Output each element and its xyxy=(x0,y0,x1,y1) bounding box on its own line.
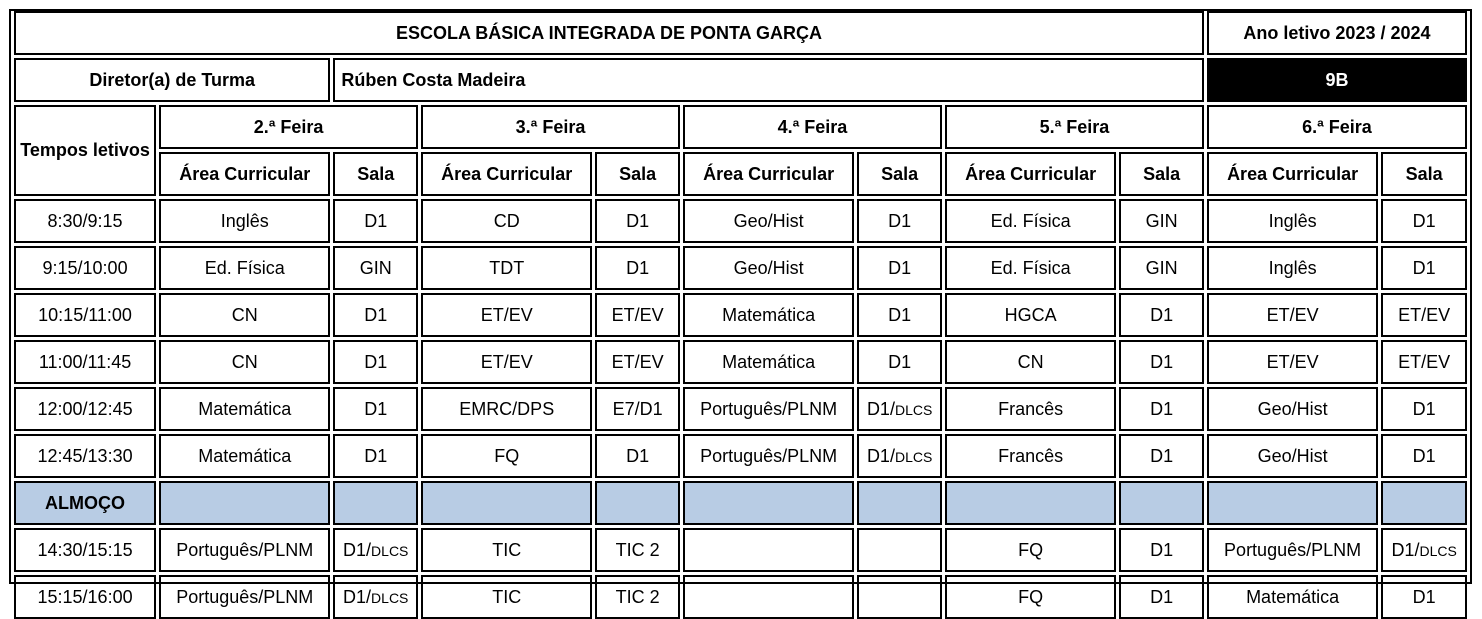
room-header: Sala xyxy=(1119,152,1204,196)
subject-cell: CN xyxy=(945,340,1116,384)
room-cell: D1 xyxy=(1119,528,1204,572)
subject-cell: ET/EV xyxy=(421,340,592,384)
subject-cell: EMRC/DPS xyxy=(421,387,592,431)
subject-cell xyxy=(1207,481,1378,525)
room-cell: D1 xyxy=(857,199,942,243)
subject-cell: Ed. Física xyxy=(945,246,1116,290)
room-cell: D1 xyxy=(1119,575,1204,619)
subject-cell: Matemática xyxy=(159,434,330,478)
room-cell: D1/DLCS xyxy=(333,528,418,572)
subject-cell: Matemática xyxy=(683,340,854,384)
room-cell: GIN xyxy=(1119,199,1204,243)
room-cell: D1 xyxy=(1119,293,1204,337)
time-slot-row xyxy=(14,528,1467,572)
subject-cell xyxy=(421,481,592,525)
subject-cell: Geo/Hist xyxy=(1207,434,1378,478)
time-slot: 12:00/12:45 xyxy=(14,387,156,431)
room-cell: D1 xyxy=(595,246,680,290)
room-cell: E7/D1 xyxy=(595,387,680,431)
room-cell xyxy=(1119,481,1204,525)
room-cell: D1 xyxy=(1119,434,1204,478)
room-cell: D1/DLCS xyxy=(333,575,418,619)
room-cell: D1 xyxy=(857,340,942,384)
room-cell: D1 xyxy=(1381,246,1467,290)
room-cell xyxy=(857,481,942,525)
subject-cell: Português/PLNM xyxy=(159,575,330,619)
subject-cell: FQ xyxy=(945,575,1116,619)
subject-cell: Geo/Hist xyxy=(683,246,854,290)
area-header: Área Curricular xyxy=(683,152,854,196)
subject-cell: Francês xyxy=(945,387,1116,431)
subject-cell: HGCA xyxy=(945,293,1116,337)
subject-cell: ET/EV xyxy=(1207,293,1378,337)
room-header: Sala xyxy=(857,152,942,196)
room-cell: D1 xyxy=(1381,199,1467,243)
subject-cell: Ed. Física xyxy=(159,246,330,290)
area-header: Área Curricular xyxy=(945,152,1116,196)
time-slot-row xyxy=(14,575,1467,619)
subject-cell: CD xyxy=(421,199,592,243)
subject-cell: TIC xyxy=(421,528,592,572)
room-cell: D1 xyxy=(1381,575,1467,619)
subject-cell: Português/PLNM xyxy=(683,434,854,478)
director-name: Rúben Costa Madeira xyxy=(333,58,1204,102)
room-cell: D1 xyxy=(857,293,942,337)
subject-cell: Português/PLNM xyxy=(1207,528,1378,572)
subject-cell: TIC xyxy=(421,575,592,619)
lunch-row xyxy=(14,481,1467,525)
time-slot-row xyxy=(14,293,1467,337)
subject-cell: TDT xyxy=(421,246,592,290)
room-cell: ET/EV xyxy=(1381,340,1467,384)
room-cell: D1/DLCS xyxy=(857,387,942,431)
time-slot: 12:45/13:30 xyxy=(14,434,156,478)
subject-cell: Inglês xyxy=(1207,199,1378,243)
school-year: Ano letivo 2023 / 2024 xyxy=(1207,11,1467,55)
subject-cell: FQ xyxy=(945,528,1116,572)
room-cell: TIC 2 xyxy=(595,575,680,619)
subject-cell: Matemática xyxy=(159,387,330,431)
room-cell: D1 xyxy=(1381,434,1467,478)
director-label: Diretor(a) de Turma xyxy=(14,58,330,102)
room-cell: GIN xyxy=(1119,246,1204,290)
subject-cell: Ed. Física xyxy=(945,199,1116,243)
room-cell xyxy=(595,481,680,525)
time-slot-row xyxy=(14,434,1467,478)
room-cell: ET/EV xyxy=(1381,293,1467,337)
time-slot-row xyxy=(14,199,1467,243)
time-slot: 11:00/11:45 xyxy=(14,340,156,384)
class-badge: 9B xyxy=(1207,58,1467,102)
room-header: Sala xyxy=(595,152,680,196)
room-cell: D1 xyxy=(1381,387,1467,431)
subject-cell: Francês xyxy=(945,434,1116,478)
room-cell: D1 xyxy=(857,246,942,290)
room-cell: D1 xyxy=(1119,340,1204,384)
subject-cell: Português/PLNM xyxy=(683,387,854,431)
day-header: 2.ª Feira xyxy=(159,105,418,149)
time-slot: 9:15/10:00 xyxy=(14,246,156,290)
subject-cell: Geo/Hist xyxy=(683,199,854,243)
subject-cell: Matemática xyxy=(683,293,854,337)
subject-cell: ET/EV xyxy=(421,293,592,337)
subject-cell: CN xyxy=(159,340,330,384)
time-slot: 15:15/16:00 xyxy=(14,575,156,619)
subject-cell: FQ xyxy=(421,434,592,478)
room-cell: D1 xyxy=(595,434,680,478)
room-cell xyxy=(1381,481,1467,525)
area-header: Área Curricular xyxy=(1207,152,1378,196)
room-cell xyxy=(333,481,418,525)
area-header: Área Curricular xyxy=(159,152,330,196)
subject-cell xyxy=(683,481,854,525)
subject-cell: Matemática xyxy=(1207,575,1378,619)
room-cell: D1/DLCS xyxy=(857,434,942,478)
time-slot: 8:30/9:15 xyxy=(14,199,156,243)
subject-cell: Geo/Hist xyxy=(1207,387,1378,431)
subject-cell xyxy=(159,481,330,525)
subject-cell: ET/EV xyxy=(1207,340,1378,384)
times-header: Tempos letivos xyxy=(14,105,156,196)
room-cell: D1 xyxy=(1119,387,1204,431)
subject-cell: Português/PLNM xyxy=(159,528,330,572)
room-cell: D1 xyxy=(595,199,680,243)
time-slot: 14:30/15:15 xyxy=(14,528,156,572)
time-slot-row xyxy=(14,340,1467,384)
room-cell: D1 xyxy=(333,199,418,243)
room-cell: GIN xyxy=(333,246,418,290)
time-slot-row xyxy=(14,246,1467,290)
day-header: 4.ª Feira xyxy=(683,105,942,149)
room-cell: D1 xyxy=(333,434,418,478)
room-header: Sala xyxy=(333,152,418,196)
room-cell: TIC 2 xyxy=(595,528,680,572)
time-slot: 10:15/11:00 xyxy=(14,293,156,337)
subject-cell: CN xyxy=(159,293,330,337)
subject-cell xyxy=(945,481,1116,525)
room-cell: D1 xyxy=(333,340,418,384)
subject-cell: Inglês xyxy=(1207,246,1378,290)
room-cell: D1 xyxy=(333,387,418,431)
room-cell xyxy=(857,528,942,572)
subject-cell xyxy=(683,575,854,619)
day-header: 3.ª Feira xyxy=(421,105,680,149)
area-header: Área Curricular xyxy=(421,152,592,196)
school-name: ESCOLA BÁSICA INTEGRADA DE PONTA GARÇA xyxy=(14,11,1204,55)
room-cell xyxy=(857,575,942,619)
lunch-label: ALMOÇO xyxy=(14,481,156,525)
subject-cell xyxy=(683,528,854,572)
subject-cell: Inglês xyxy=(159,199,330,243)
room-cell: D1 xyxy=(333,293,418,337)
room-cell: ET/EV xyxy=(595,340,680,384)
timetable xyxy=(11,11,1470,619)
day-header: 5.ª Feira xyxy=(945,105,1204,149)
time-slot-row xyxy=(14,387,1467,431)
room-cell: D1/DLCS xyxy=(1381,528,1467,572)
room-cell: ET/EV xyxy=(595,293,680,337)
room-header: Sala xyxy=(1381,152,1467,196)
day-header: 6.ª Feira xyxy=(1207,105,1467,149)
